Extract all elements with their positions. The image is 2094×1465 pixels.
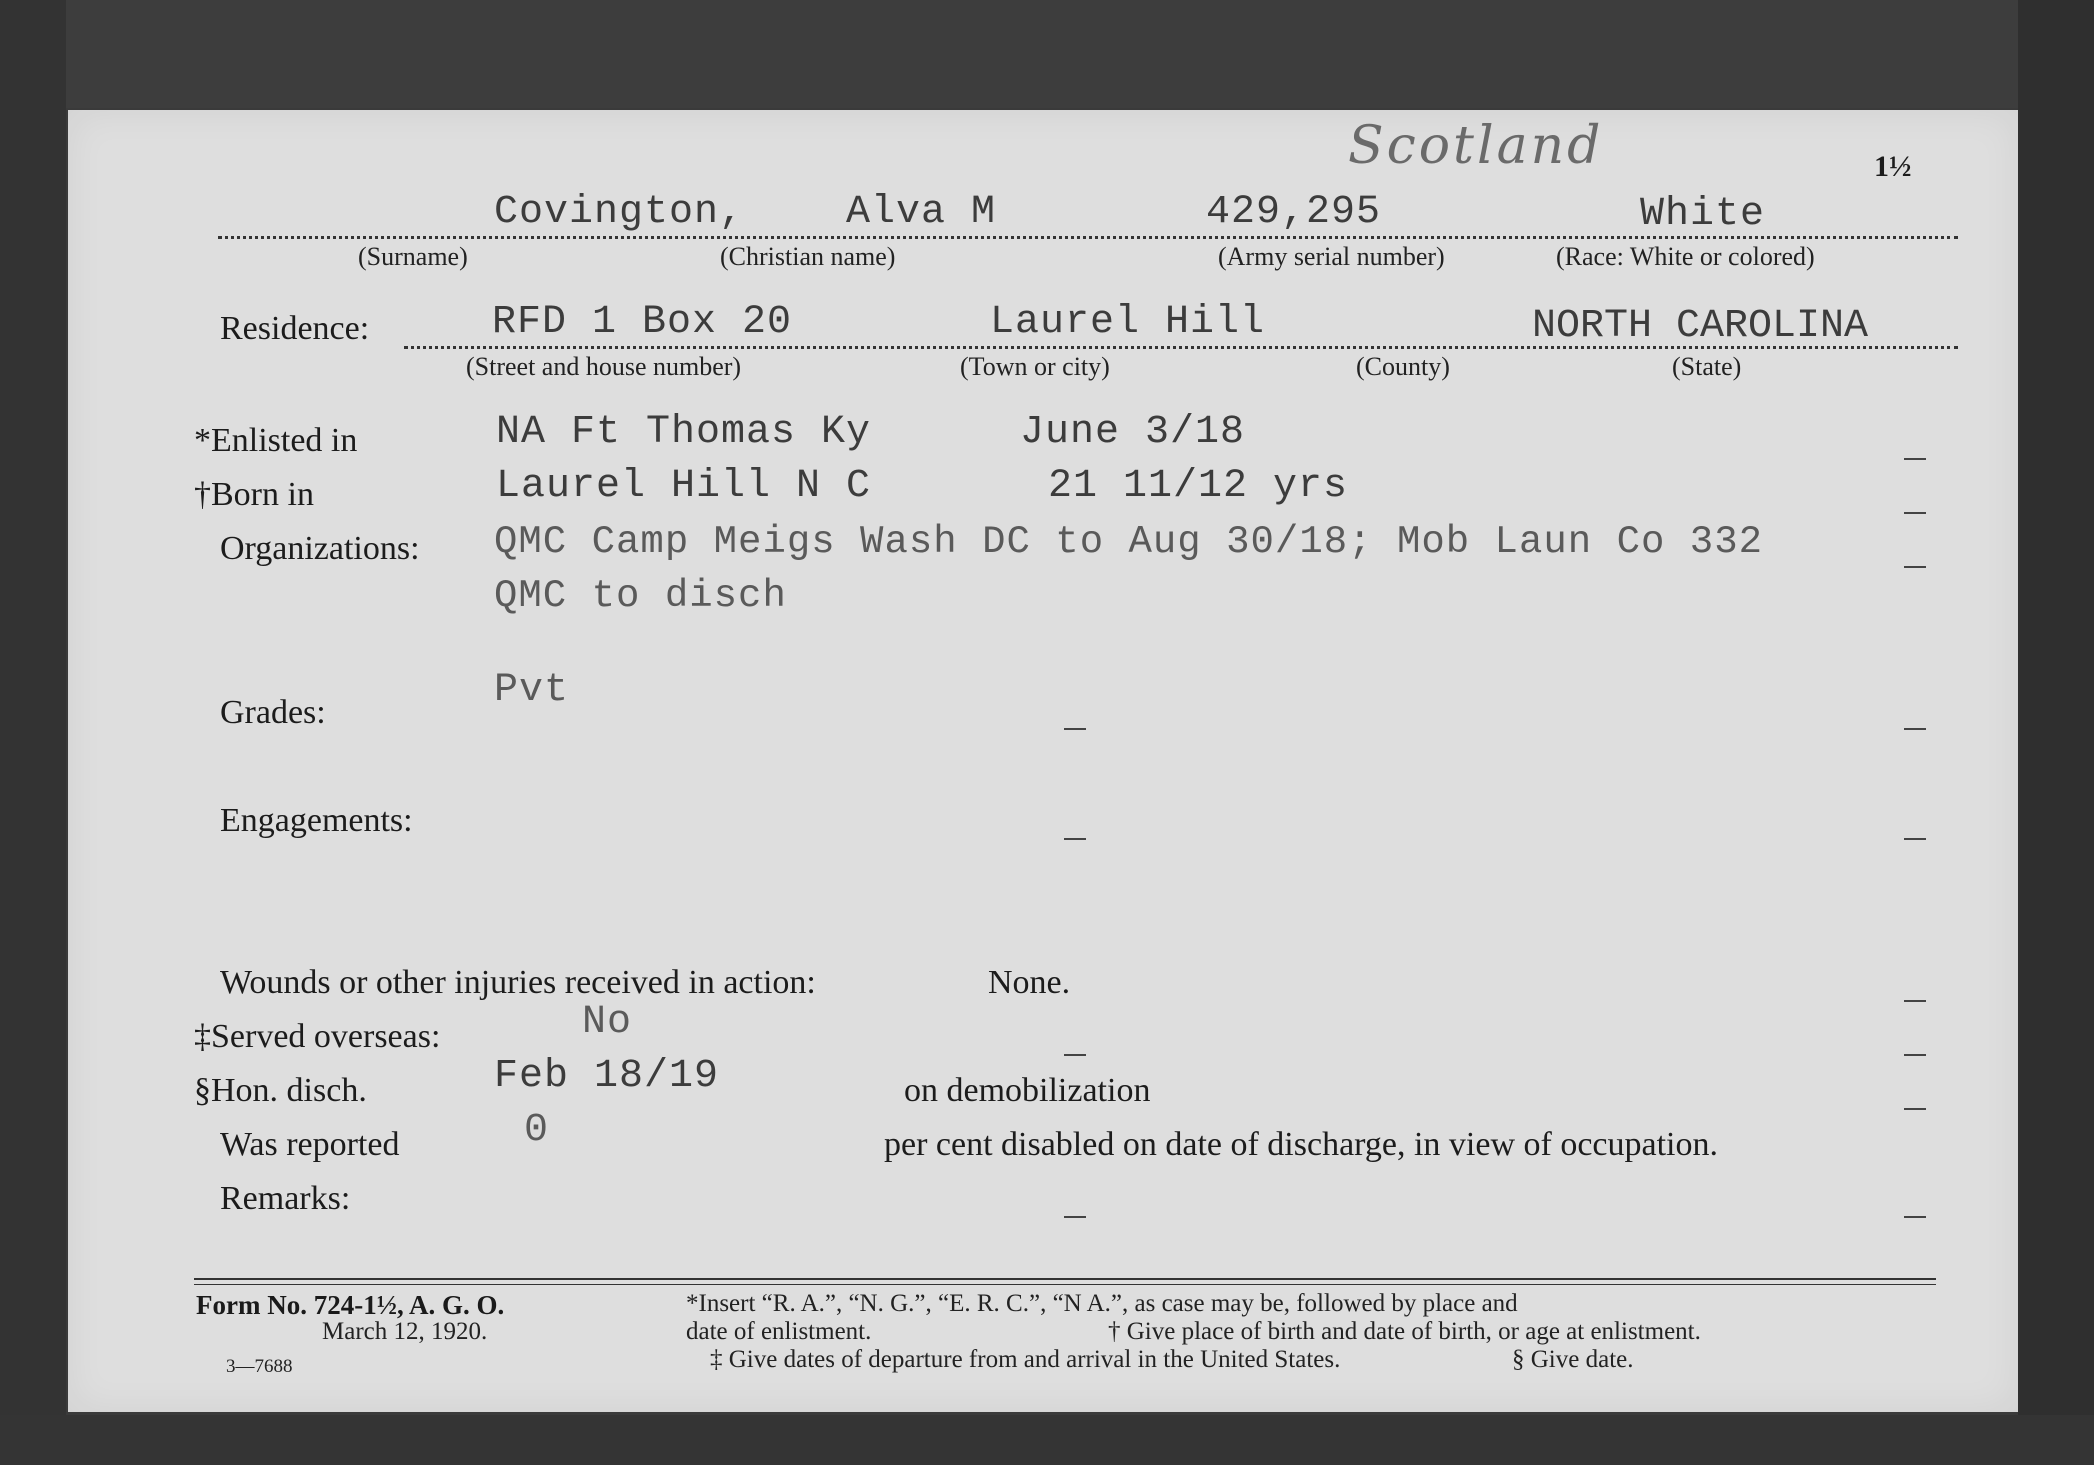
service-record-card: [68, 110, 2018, 1412]
reported-label: Was reported: [220, 1126, 400, 1163]
overseas-label: ‡Served overseas:: [194, 1018, 441, 1055]
footnote-born: † Give place of birth and date of birth, or age at enlistment.: [1108, 1318, 1701, 1345]
residence-state-value: NORTH CAROLINA: [1532, 304, 1869, 349]
overseas-mid-mark: [1064, 1054, 1086, 1056]
footer-rule-bottom: [194, 1284, 1936, 1285]
remarks-mid-mark: [1064, 1216, 1086, 1218]
serial-number-value: 429,295: [1206, 190, 1382, 235]
grades-end-mark: [1904, 728, 1926, 730]
engagements-end-mark: [1904, 838, 1926, 840]
name-dotted-line: [218, 236, 1958, 239]
residence-dotted-line: [404, 346, 1958, 349]
born-end-mark: [1904, 512, 1926, 514]
christian-name-caption: (Christian name): [720, 242, 896, 271]
organizations-line2: QMC to disch: [494, 574, 787, 618]
christian-name-value: Alva M: [846, 190, 997, 235]
enlisted-end-mark: [1904, 458, 1926, 460]
town-caption: (Town or city): [960, 352, 1110, 381]
race-value: White: [1640, 192, 1766, 237]
scan-background-bottom: [0, 1415, 2094, 1465]
organizations-label: Organizations:: [220, 530, 420, 567]
form-date: March 12, 1920.: [322, 1318, 488, 1345]
grades-mid-mark: [1064, 728, 1086, 730]
discharge-text: on demobilization: [904, 1072, 1151, 1109]
footnote-overseas: ‡ Give dates of departure from and arrival in the United States.: [710, 1346, 1341, 1373]
surname-caption: (Surname): [358, 242, 468, 271]
discharge-date-value: Feb 18/19: [494, 1054, 720, 1099]
street-caption: (Street and house number): [466, 352, 742, 381]
remarks-label: Remarks:: [220, 1180, 351, 1217]
residence-street-value: RFD 1 Box 20: [492, 300, 793, 345]
engagements-label: Engagements:: [220, 802, 413, 839]
born-label: †Born in: [194, 476, 314, 513]
residence-town-value: Laurel Hill: [990, 300, 1266, 345]
state-caption: (State): [1672, 352, 1742, 381]
remarks-end-mark: [1904, 1216, 1926, 1218]
form-number: Form No. 724-1½, A. G. O.: [196, 1290, 505, 1320]
grades-value: Pvt: [494, 668, 570, 713]
county-handwritten: Scotland: [1348, 116, 1604, 176]
born-place-value: Laurel Hill N C: [496, 464, 872, 509]
reported-value: 0: [524, 1108, 550, 1153]
reported-text: per cent disabled on date of discharge, in view of occupation.: [884, 1126, 1718, 1163]
organizations-line1: QMC Camp Meigs Wash DC to Aug 30/18; Mob Laun Co 332: [494, 520, 1763, 564]
enlisted-place-value: NA Ft Thomas Ky: [496, 410, 872, 455]
wounds-value: None.: [988, 964, 1071, 1001]
grades-label: Grades:: [220, 694, 326, 731]
enlisted-date-value: June 3/18: [1020, 410, 1246, 455]
discharge-label: §Hon. disch.: [194, 1072, 367, 1109]
scan-background-left: [0, 0, 66, 1465]
serial-number-caption: (Army serial number): [1218, 242, 1445, 271]
footnote-enlisted-cont: date of enlistment.: [686, 1318, 872, 1345]
race-caption: (Race: White or colored): [1556, 242, 1815, 271]
footnote-enlisted: *Insert “R. A.”, “N. G.”, “E. R. C.”, “N A.”, as case may be, followed by place and: [686, 1290, 1518, 1317]
overseas-value: No: [582, 1000, 633, 1045]
surname-value: Covington,: [494, 190, 745, 235]
discharge-end-mark: [1904, 1108, 1926, 1110]
born-age-value: 21 11/12 yrs: [1048, 464, 1349, 509]
print-code: 3—7688: [226, 1356, 293, 1377]
card-number: 1½: [1874, 150, 1912, 183]
scan-background-right: [2018, 0, 2094, 1465]
footnote-discharge: § Give date.: [1512, 1346, 1634, 1373]
overseas-end-mark: [1904, 1054, 1926, 1056]
residence-label: Residence:: [220, 310, 370, 347]
engagements-mid-mark: [1064, 838, 1086, 840]
county-caption: (County): [1356, 352, 1450, 381]
scan-background-top: [0, 0, 2094, 108]
enlisted-label: *Enlisted in: [194, 422, 358, 459]
wounds-end-mark: [1904, 1000, 1926, 1002]
footer-rule-top: [194, 1278, 1936, 1280]
wounds-label: Wounds or other injuries received in action:: [220, 964, 816, 1001]
organizations-end-mark: [1904, 566, 1926, 568]
